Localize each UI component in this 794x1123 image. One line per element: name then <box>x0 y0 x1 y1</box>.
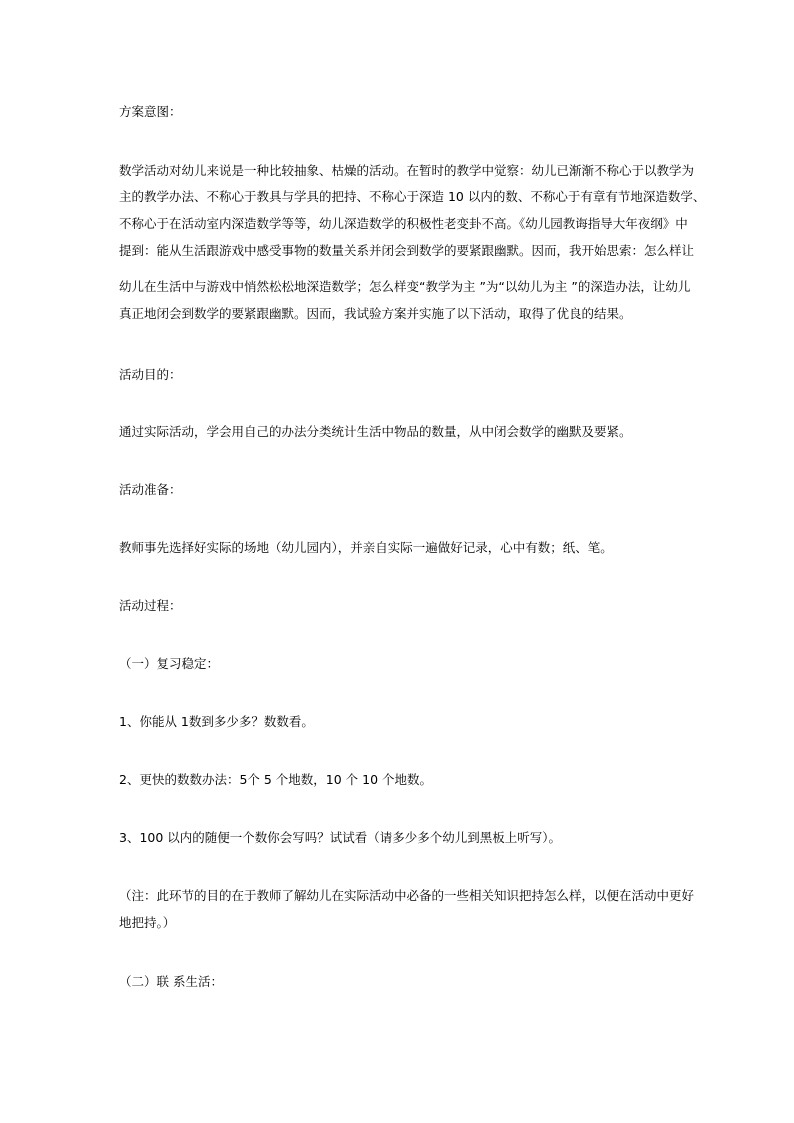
intent-line-2: 主的教学办法、不称心于教具与学具的把持、不称心于深造 10 以内的数、不称心于有章有节地深造数学、 <box>119 189 706 204</box>
list-item-2: 2、更快的数数办法：5个 5 个地数，10 个 10 个地数。 <box>119 772 433 787</box>
intent-line-6: 真正地闭会到数学的要紧跟幽默。因而，我试验方案并实施了以下活动，取得了优良的结果。 <box>119 306 632 321</box>
note-line-2: 地把持。） <box>119 915 176 930</box>
note-line-1: （注：此环节的目的在于教师了解幼儿在实际活动中必备的一些相关知识把持怎么样，以便在活动中更好 <box>119 888 695 903</box>
intent-line-4: 提到：能从生活跟游戏中感受事物的数量关系并闭会到数学的要紧跟幽默。因而，我开始思索：怎么样让 <box>119 243 695 258</box>
heading-process: 活动过程： <box>119 598 182 613</box>
section-2-title: （二）联 系生活： <box>119 974 223 989</box>
heading-intent: 方案意图： <box>119 104 182 119</box>
intent-line-1: 数学活动对幼儿来说是一种比较抽象、枯燥的活动。在暂时的教学中觉察：幼儿已渐渐不称心于以教学为 <box>119 163 695 178</box>
goal-text: 通过实际活动，学会用自己的办法分类统计生活中物品的数量，从中闭会数学的幽默及要紧。 <box>119 424 632 439</box>
heading-prep: 活动准备： <box>119 482 182 497</box>
list-item-3: 3、100 以内的随便一个数你会写吗？试试看（请多少多个幼儿到黑板上听写）。 <box>119 830 562 845</box>
list-item-1: 1、你能从 1数到多少多？数数看。 <box>119 714 314 729</box>
intent-line-5: 幼儿在生活中与游戏中悄然松松地深造数学；怎么样变“教学为主 ”为“以幼儿为主 ”的深造办法，让幼儿 <box>119 279 691 294</box>
prep-text: 教师事先选择好实际的场地（幼儿园内），并亲自实际一遍做好记录，心中有数；纸、笔。 <box>119 540 613 555</box>
heading-goal: 活动目的： <box>119 367 182 382</box>
intent-line-3: 不称心于在活动室内深造数学等等，幼儿深造数学的积极性老变卦不高。《幼儿园教诲指导大年夜纲》中 <box>119 216 688 231</box>
section-1-title: （一）复习稳定： <box>119 656 220 671</box>
